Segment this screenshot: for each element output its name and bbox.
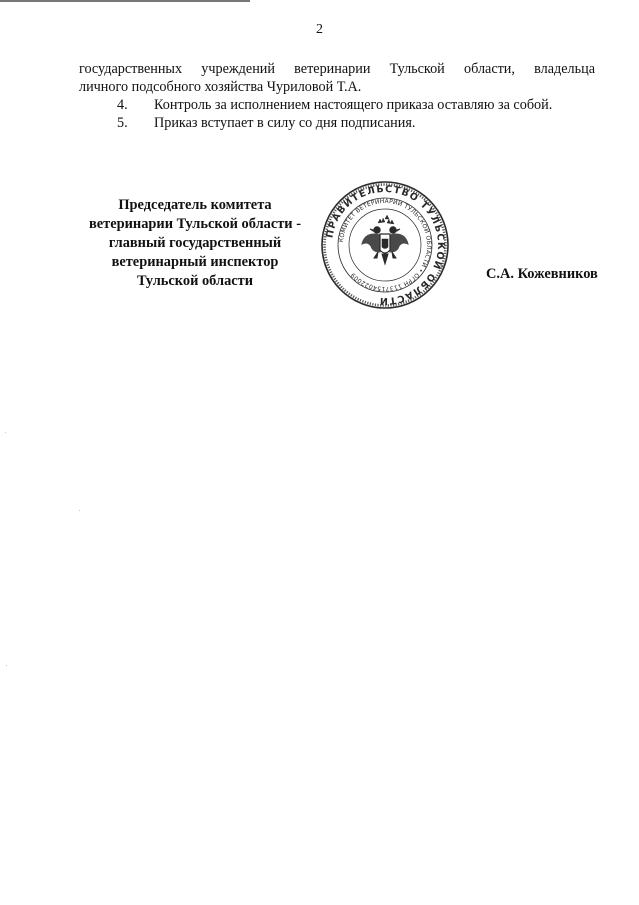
page-top-rule xyxy=(0,0,250,2)
signatory-name: С.А. Кожевников xyxy=(486,266,598,282)
official-seal xyxy=(320,180,450,310)
list-item-text: Контроль за исполнением настоящего приказа оставляю за собой. xyxy=(154,97,553,113)
list-item-number: 4. xyxy=(117,97,128,113)
signatory-position xyxy=(80,196,310,291)
signatory-position-line: главный государственный xyxy=(108,235,282,251)
page-number: 2 xyxy=(316,22,323,37)
signatory-position-line: ветеринарии Тульской области - xyxy=(89,216,301,232)
scan-speck xyxy=(6,665,7,666)
seal-outer-text: ПРАВИТЕЛЬСТВО ТУЛЬСКОЙ ОБЛАСТИ xyxy=(324,183,447,307)
paragraph-line: личного подсобного хозяйства Чуриловой Т.А. xyxy=(79,79,362,95)
paragraph-line: государственных учреждений ветеринарии Тульской области, владельца xyxy=(79,61,595,77)
signatory-position-line: ветеринарный инспектор xyxy=(111,254,279,270)
double-headed-eagle-icon xyxy=(362,215,408,264)
list-item-number: 5. xyxy=(117,115,128,131)
list-item-text: Приказ вступает в силу со дня подписания. xyxy=(154,115,416,131)
signatory-position-line: Председатель комитета xyxy=(118,197,272,213)
paragraph-continuation xyxy=(79,60,595,96)
signatory-position-line: Тульской области xyxy=(136,273,254,289)
scan-speck xyxy=(5,432,6,433)
scan-speck xyxy=(79,510,80,511)
seal-inner-text: КОМИТЕТ ВЕТЕРИНАРИИ ТУЛЬСКОЙ ОБЛАСТИ • ОГРН 1137154022009 xyxy=(338,197,433,293)
